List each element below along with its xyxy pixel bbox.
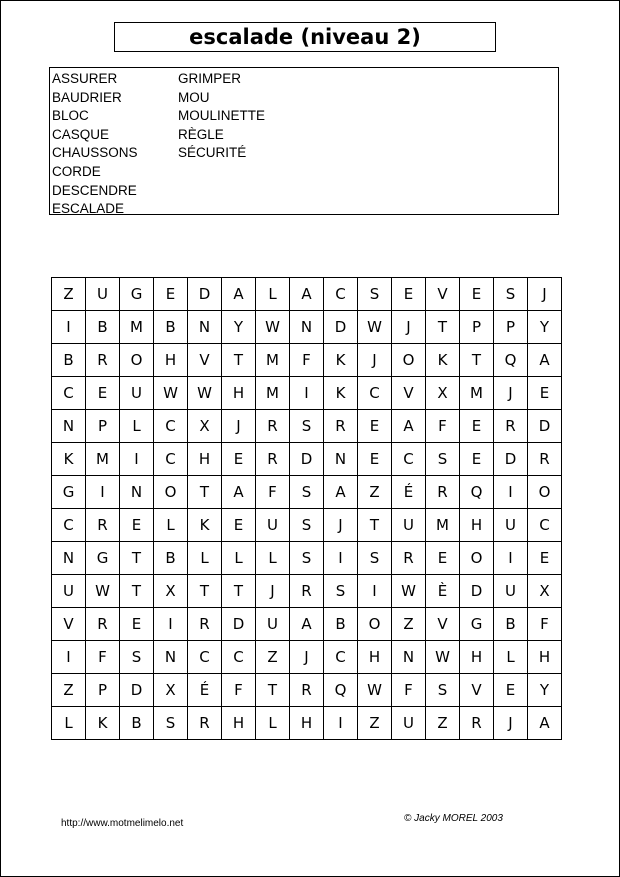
grid-cell[interactable]: I <box>324 707 358 740</box>
grid-cell[interactable]: D <box>494 443 528 476</box>
grid-row <box>52 476 562 509</box>
grid-cell[interactable]: Z <box>358 707 392 740</box>
grid-cell[interactable]: C <box>222 641 256 674</box>
grid-cell[interactable]: N <box>324 443 358 476</box>
grid-cell[interactable]: R <box>460 707 494 740</box>
word-item: CHAUSSONS <box>52 145 138 161</box>
grid-cell[interactable]: T <box>188 476 222 509</box>
grid-cell[interactable]: S <box>290 410 324 443</box>
title-box <box>114 22 496 52</box>
grid-cell[interactable]: V <box>426 608 460 641</box>
grid-cell[interactable]: E <box>86 377 120 410</box>
grid-row <box>52 410 562 443</box>
grid-cell[interactable]: F <box>392 674 426 707</box>
grid-cell[interactable]: M <box>256 344 290 377</box>
grid-cell[interactable]: T <box>120 575 154 608</box>
page-title: escalade (niveau 2) <box>189 25 421 49</box>
grid-cell[interactable]: R <box>494 410 528 443</box>
grid-cell[interactable]: N <box>290 311 324 344</box>
grid-cell[interactable]: X <box>528 575 562 608</box>
grid-cell[interactable]: N <box>120 476 154 509</box>
word-list-column-2 <box>178 70 265 214</box>
grid-cell[interactable]: U <box>256 509 290 542</box>
grid-cell[interactable]: V <box>52 608 86 641</box>
grid-cell[interactable]: T <box>460 344 494 377</box>
grid-cell[interactable]: W <box>256 311 290 344</box>
word-item: SÉCURITÉ <box>178 145 247 161</box>
grid-cell[interactable]: H <box>222 707 256 740</box>
grid-cell[interactable]: O <box>154 476 188 509</box>
grid-cell[interactable]: È <box>426 575 460 608</box>
grid-cell[interactable]: O <box>120 344 154 377</box>
grid-cell[interactable]: S <box>290 509 324 542</box>
grid-cell[interactable]: U <box>256 608 290 641</box>
grid-cell[interactable]: C <box>154 443 188 476</box>
grid-cell[interactable]: J <box>392 311 426 344</box>
grid-cell[interactable]: E <box>154 278 188 311</box>
grid-cell[interactable]: H <box>222 377 256 410</box>
grid-cell[interactable]: E <box>392 278 426 311</box>
grid-cell[interactable]: B <box>154 311 188 344</box>
grid-cell[interactable]: G <box>460 608 494 641</box>
grid-cell[interactable]: P <box>460 311 494 344</box>
grid-cell[interactable]: É <box>392 476 426 509</box>
grid-cell[interactable]: R <box>256 443 290 476</box>
grid-cell[interactable]: V <box>426 278 460 311</box>
grid-cell[interactable]: L <box>188 542 222 575</box>
grid-cell[interactable]: F <box>86 641 120 674</box>
grid-cell[interactable]: V <box>188 344 222 377</box>
grid-cell[interactable]: C <box>188 641 222 674</box>
grid-cell[interactable]: I <box>52 641 86 674</box>
grid-cell[interactable]: H <box>460 509 494 542</box>
grid-cell[interactable]: I <box>358 575 392 608</box>
grid-cell[interactable]: Q <box>494 344 528 377</box>
grid-cell[interactable]: U <box>494 509 528 542</box>
grid-cell[interactable]: C <box>52 377 86 410</box>
grid-cell[interactable]: E <box>426 542 460 575</box>
grid-cell[interactable]: A <box>528 344 562 377</box>
grid-cell[interactable]: D <box>528 410 562 443</box>
word-item: BAUDRIER <box>52 89 122 105</box>
grid-cell[interactable]: V <box>392 377 426 410</box>
grid-cell[interactable]: V <box>460 674 494 707</box>
grid-cell[interactable]: L <box>52 707 86 740</box>
word-item: CASQUE <box>52 126 110 142</box>
grid-cell[interactable]: N <box>52 410 86 443</box>
grid-cell[interactable]: K <box>188 509 222 542</box>
grid-row <box>52 641 562 674</box>
word-item: CORDE <box>52 163 101 179</box>
grid-cell[interactable]: B <box>324 608 358 641</box>
grid-cell[interactable]: R <box>324 410 358 443</box>
grid-cell[interactable]: W <box>358 674 392 707</box>
grid-cell[interactable]: K <box>324 344 358 377</box>
grid-cell[interactable]: Y <box>222 311 256 344</box>
grid-cell[interactable]: Y <box>528 311 562 344</box>
word-item: MOULINETTE <box>178 108 266 124</box>
grid-cell[interactable]: T <box>188 575 222 608</box>
grid-cell[interactable]: X <box>188 410 222 443</box>
grid-cell[interactable]: J <box>222 410 256 443</box>
grid-cell[interactable]: B <box>120 707 154 740</box>
grid-cell[interactable]: M <box>86 443 120 476</box>
grid-cell[interactable]: E <box>120 608 154 641</box>
grid-cell[interactable]: R <box>290 575 324 608</box>
grid-cell[interactable]: R <box>86 509 120 542</box>
grid-cell[interactable]: Z <box>358 476 392 509</box>
grid-cell[interactable]: O <box>460 542 494 575</box>
grid-row <box>52 575 562 608</box>
grid-cell[interactable]: E <box>460 278 494 311</box>
grid-cell[interactable]: S <box>426 674 460 707</box>
grid-cell[interactable]: J <box>494 377 528 410</box>
grid-cell[interactable]: O <box>358 608 392 641</box>
grid-cell[interactable]: K <box>426 344 460 377</box>
grid-cell[interactable]: T <box>222 575 256 608</box>
grid-cell[interactable]: A <box>392 410 426 443</box>
grid-cell[interactable]: A <box>222 476 256 509</box>
grid-row <box>52 443 562 476</box>
grid-cell[interactable]: N <box>52 542 86 575</box>
grid-row <box>52 509 562 542</box>
grid-cell[interactable]: E <box>528 542 562 575</box>
grid-cell[interactable]: T <box>222 344 256 377</box>
grid-cell[interactable]: F <box>528 608 562 641</box>
footer-copyright: © Jacky MOREL 2003 <box>404 813 503 824</box>
grid-cell[interactable]: T <box>426 311 460 344</box>
grid-cell[interactable]: R <box>528 443 562 476</box>
grid-cell[interactable]: C <box>324 278 358 311</box>
grid-cell[interactable]: K <box>86 707 120 740</box>
grid-cell[interactable]: A <box>324 476 358 509</box>
grid-cell[interactable]: P <box>494 311 528 344</box>
grid-cell[interactable]: W <box>392 575 426 608</box>
grid-cell[interactable]: O <box>392 344 426 377</box>
grid-cell[interactable]: F <box>256 476 290 509</box>
grid-cell[interactable]: E <box>222 443 256 476</box>
word-list-box <box>49 67 559 215</box>
grid-cell[interactable]: D <box>290 443 324 476</box>
grid-cell[interactable]: W <box>358 311 392 344</box>
grid-cell[interactable]: N <box>392 641 426 674</box>
grid-cell[interactable]: F <box>222 674 256 707</box>
grid-cell[interactable]: E <box>528 377 562 410</box>
grid-cell[interactable]: L <box>256 707 290 740</box>
grid-cell[interactable]: Z <box>426 707 460 740</box>
grid-cell[interactable]: L <box>154 509 188 542</box>
grid-cell[interactable]: L <box>120 410 154 443</box>
grid-cell[interactable]: Y <box>528 674 562 707</box>
grid-cell[interactable]: W <box>86 575 120 608</box>
grid-cell[interactable]: M <box>120 311 154 344</box>
grid-cell[interactable]: L <box>494 641 528 674</box>
footer-url: http://www.motmelimelo.net <box>61 818 184 829</box>
grid-row <box>52 608 562 641</box>
grid-cell[interactable]: C <box>392 443 426 476</box>
grid-cell[interactable]: J <box>528 278 562 311</box>
grid-cell[interactable]: W <box>426 641 460 674</box>
grid-cell[interactable]: G <box>86 542 120 575</box>
grid-cell[interactable]: I <box>120 443 154 476</box>
grid-cell[interactable]: H <box>188 443 222 476</box>
grid-cell[interactable]: P <box>86 410 120 443</box>
grid-cell[interactable]: E <box>460 443 494 476</box>
grid-cell[interactable]: J <box>256 575 290 608</box>
grid-cell[interactable]: C <box>358 377 392 410</box>
grid-cell[interactable]: C <box>528 509 562 542</box>
grid-cell[interactable]: R <box>86 344 120 377</box>
grid-cell[interactable]: E <box>358 410 392 443</box>
grid-cell[interactable]: K <box>324 377 358 410</box>
grid-cell[interactable]: R <box>426 476 460 509</box>
grid-cell[interactable]: S <box>358 542 392 575</box>
grid-cell[interactable]: B <box>86 311 120 344</box>
grid-cell[interactable]: F <box>290 344 324 377</box>
word-item: DESCENDRE <box>52 182 137 198</box>
grid-cell[interactable]: L <box>222 542 256 575</box>
grid-cell[interactable]: L <box>256 542 290 575</box>
grid-cell[interactable]: D <box>222 608 256 641</box>
grid-cell[interactable]: O <box>528 476 562 509</box>
grid-cell[interactable]: W <box>154 377 188 410</box>
grid-row <box>52 377 562 410</box>
grid-cell[interactable]: E <box>222 509 256 542</box>
grid-cell[interactable]: U <box>120 377 154 410</box>
grid-cell[interactable]: B <box>494 608 528 641</box>
grid-cell[interactable]: I <box>494 542 528 575</box>
grid-cell[interactable]: D <box>188 278 222 311</box>
grid-row <box>52 278 562 311</box>
word-item: RÈGLE <box>178 126 224 142</box>
grid-row <box>52 707 562 740</box>
grid-cell[interactable]: T <box>120 542 154 575</box>
grid-cell[interactable]: E <box>120 509 154 542</box>
grid-cell[interactable]: E <box>460 410 494 443</box>
grid-row <box>52 542 562 575</box>
grid-cell[interactable]: B <box>52 344 86 377</box>
grid-cell[interactable]: H <box>358 641 392 674</box>
grid-cell[interactable]: R <box>256 410 290 443</box>
word-list-column-1 <box>52 70 178 217</box>
word-item: MOU <box>178 89 210 105</box>
grid-cell[interactable]: S <box>426 443 460 476</box>
grid-cell[interactable]: Q <box>460 476 494 509</box>
word-search-grid <box>51 277 562 740</box>
grid-cell[interactable]: C <box>154 410 188 443</box>
grid-row <box>52 311 562 344</box>
grid-cell[interactable]: A <box>528 707 562 740</box>
grid-cell[interactable]: É <box>188 674 222 707</box>
word-item: ESCALADE <box>52 201 125 217</box>
grid-cell[interactable]: H <box>528 641 562 674</box>
grid-cell[interactable]: J <box>358 344 392 377</box>
grid-cell[interactable]: I <box>290 377 324 410</box>
grid-cell[interactable]: Z <box>52 674 86 707</box>
word-item: ASSURER <box>52 71 118 86</box>
grid-cell[interactable]: U <box>494 575 528 608</box>
grid-cell[interactable]: S <box>120 641 154 674</box>
grid-cell[interactable]: G <box>120 278 154 311</box>
grid-cell[interactable]: A <box>290 608 324 641</box>
grid-cell[interactable]: Z <box>52 278 86 311</box>
grid-cell[interactable]: S <box>324 575 358 608</box>
grid-row <box>52 674 562 707</box>
grid-cell[interactable]: R <box>392 542 426 575</box>
grid-cell[interactable]: S <box>358 278 392 311</box>
grid-cell[interactable]: W <box>188 377 222 410</box>
grid-cell[interactable]: H <box>460 641 494 674</box>
grid-cell[interactable]: U <box>86 278 120 311</box>
grid-cell[interactable]: X <box>154 575 188 608</box>
grid-cell[interactable]: R <box>290 674 324 707</box>
word-item: BLOC <box>52 108 89 124</box>
grid-cell[interactable]: M <box>426 509 460 542</box>
grid-cell[interactable]: S <box>290 542 324 575</box>
grid-cell[interactable]: U <box>392 509 426 542</box>
grid-cell[interactable]: I <box>494 476 528 509</box>
grid-cell[interactable]: T <box>256 674 290 707</box>
grid-cell[interactable]: U <box>52 575 86 608</box>
grid-cell[interactable]: I <box>86 476 120 509</box>
grid-cell[interactable]: S <box>154 707 188 740</box>
grid-cell[interactable]: N <box>154 641 188 674</box>
grid-cell[interactable]: H <box>154 344 188 377</box>
grid-cell[interactable]: S <box>290 476 324 509</box>
grid-cell[interactable]: C <box>52 509 86 542</box>
grid-cell[interactable]: M <box>460 377 494 410</box>
grid-cell[interactable]: B <box>154 542 188 575</box>
grid-cell[interactable]: N <box>188 311 222 344</box>
grid-cell[interactable]: D <box>120 674 154 707</box>
word-item: GRIMPER <box>178 71 242 86</box>
grid-cell[interactable]: Q <box>324 674 358 707</box>
grid-cell[interactable]: P <box>86 674 120 707</box>
grid-cell[interactable]: D <box>324 311 358 344</box>
grid-cell[interactable]: I <box>52 311 86 344</box>
grid-cell[interactable]: J <box>494 707 528 740</box>
grid-cell[interactable]: S <box>494 278 528 311</box>
grid-cell[interactable]: C <box>324 641 358 674</box>
grid-cell[interactable]: E <box>358 443 392 476</box>
grid-cell[interactable]: R <box>188 608 222 641</box>
grid-cell[interactable]: D <box>460 575 494 608</box>
grid-cell[interactable]: E <box>494 674 528 707</box>
grid-cell[interactable]: H <box>290 707 324 740</box>
grid-cell[interactable]: T <box>358 509 392 542</box>
grid-cell[interactable]: R <box>86 608 120 641</box>
grid-cell[interactable]: M <box>256 377 290 410</box>
grid-cell[interactable]: L <box>256 278 290 311</box>
grid-row <box>52 344 562 377</box>
grid-cell[interactable]: J <box>290 641 324 674</box>
grid-cell[interactable]: I <box>154 608 188 641</box>
grid-cell[interactable]: Z <box>392 608 426 641</box>
grid-cell[interactable]: K <box>52 443 86 476</box>
grid-cell[interactable]: X <box>426 377 460 410</box>
grid-cell[interactable]: F <box>426 410 460 443</box>
grid-cell[interactable]: Z <box>256 641 290 674</box>
grid-cell[interactable]: U <box>392 707 426 740</box>
grid-cell[interactable]: X <box>154 674 188 707</box>
grid-cell[interactable]: J <box>324 509 358 542</box>
grid-cell[interactable]: A <box>290 278 324 311</box>
grid-cell[interactable]: A <box>222 278 256 311</box>
grid-cell[interactable]: G <box>52 476 86 509</box>
grid-cell[interactable]: I <box>324 542 358 575</box>
grid-cell[interactable]: R <box>188 707 222 740</box>
